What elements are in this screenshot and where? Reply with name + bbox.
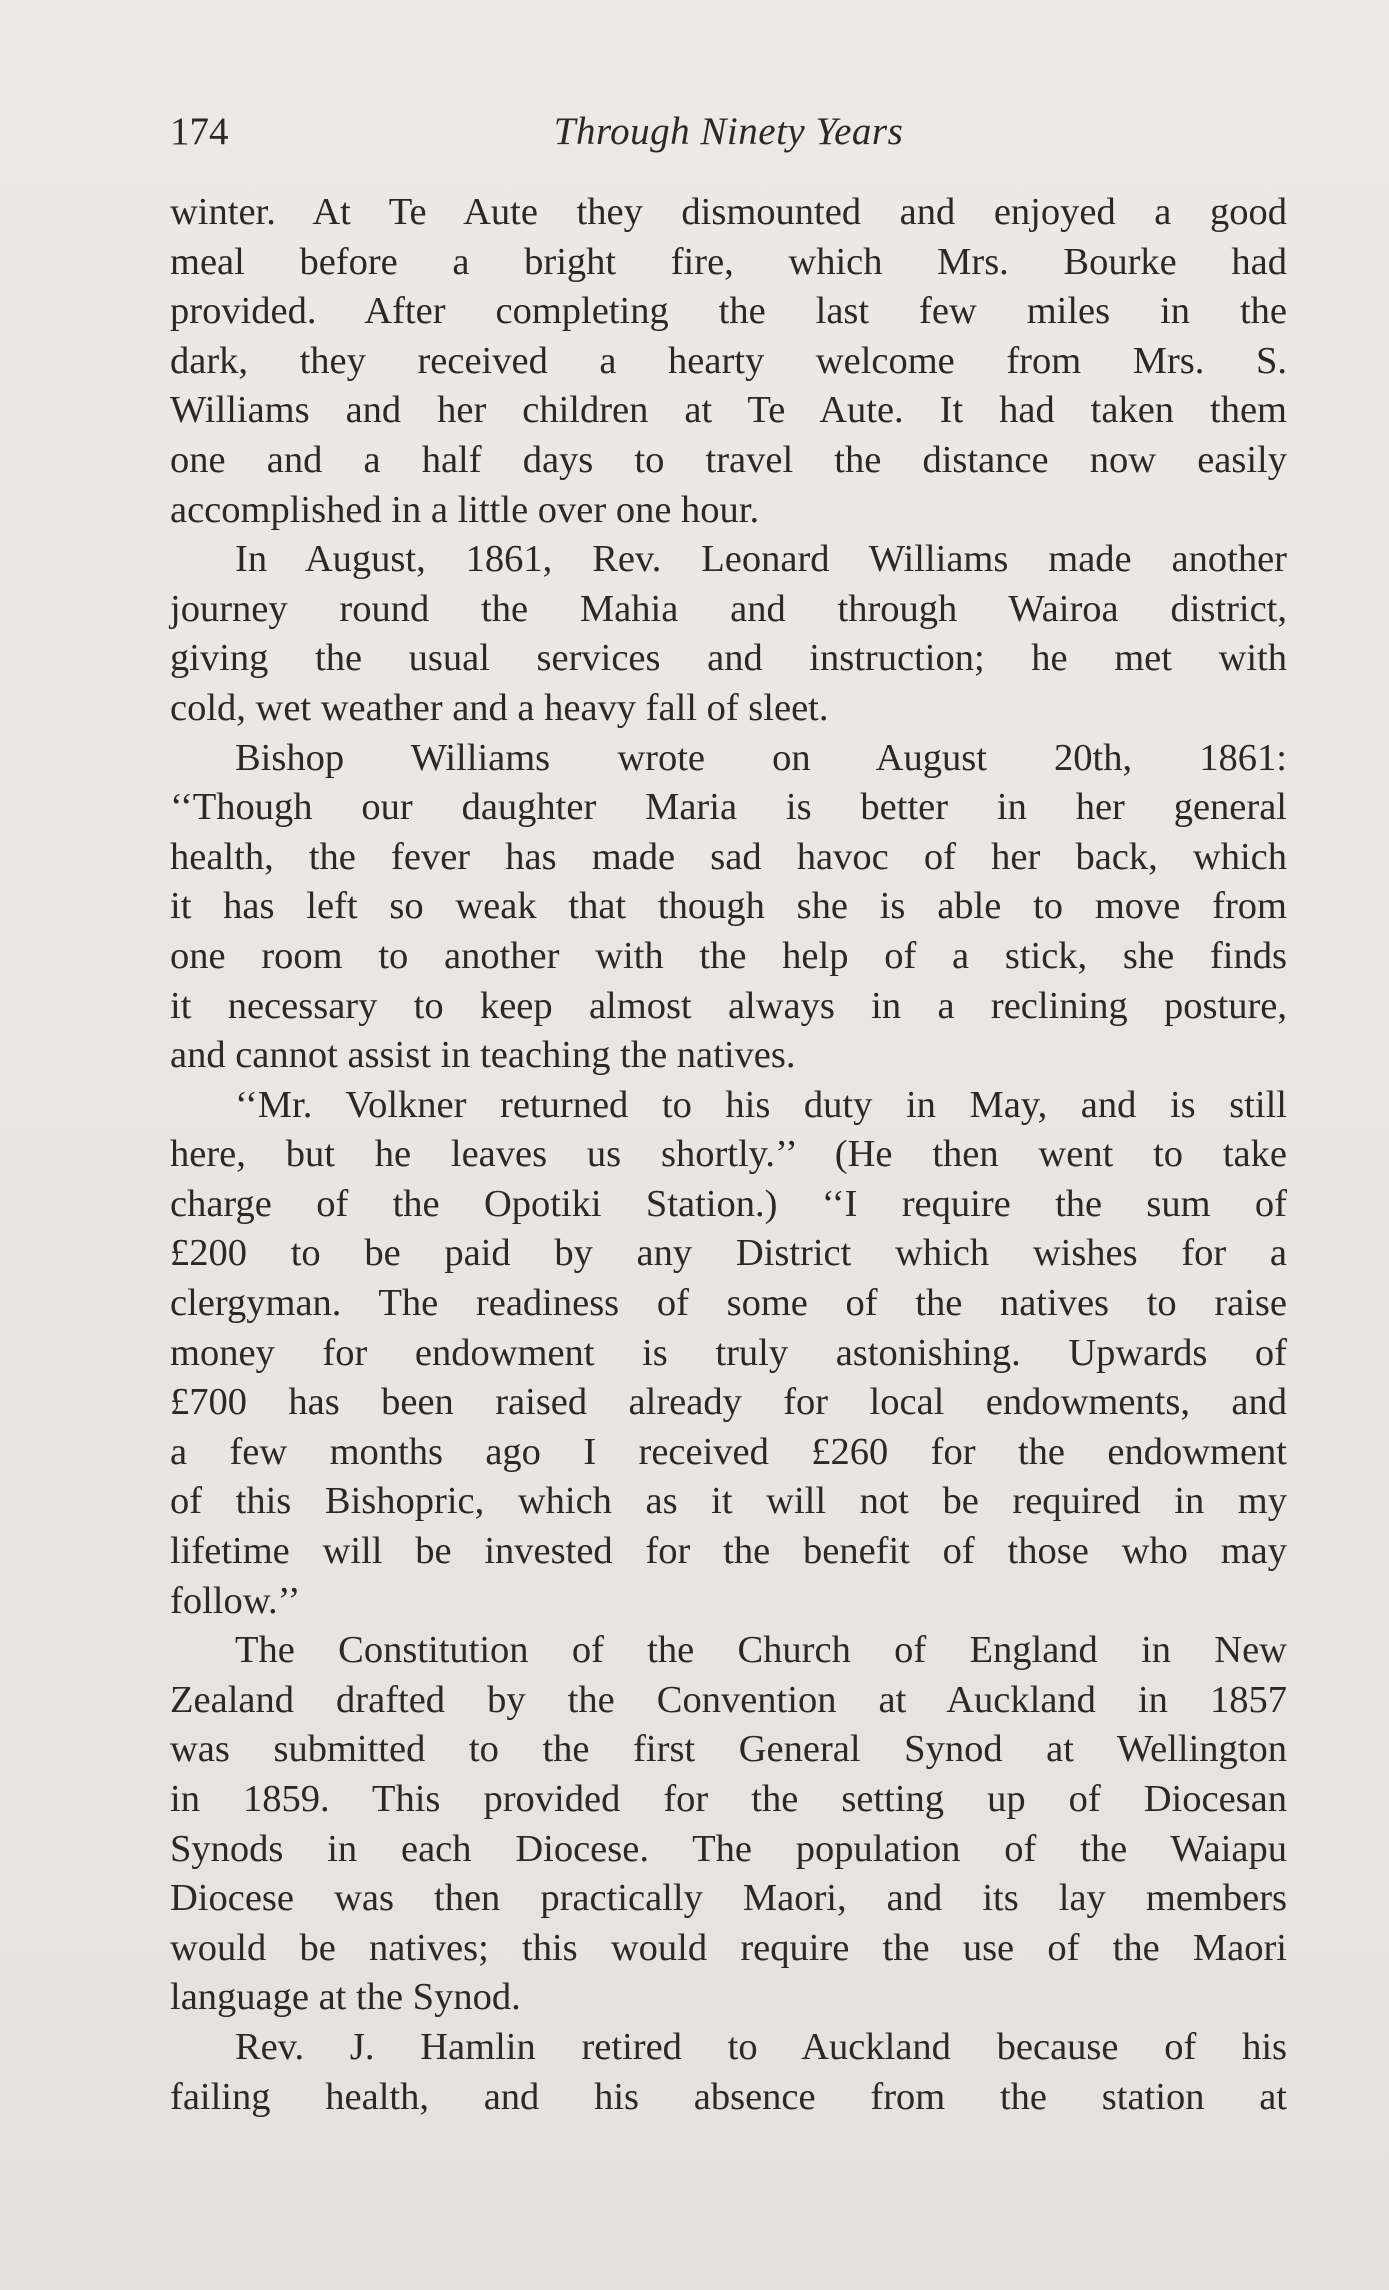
- text-body: [170, 188, 1287, 2122]
- text-line: one room to another with the help of a stick, she finds: [170, 934, 1287, 977]
- text-line: of this Bishopric, which as it will not be required in my: [170, 1480, 1287, 1523]
- text-line: and cannot assist in teaching the natives.: [170, 1034, 796, 1077]
- text-line: The Constitution of the Church of England in New: [235, 1629, 1287, 1672]
- text-line: dark, they received a hearty welcome from Mrs. S.: [170, 339, 1287, 382]
- text-line: ‘‘Though our daughter Maria is better in her general: [170, 786, 1287, 829]
- text-line: here, but he leaves us shortly.’’ (He then went to take: [170, 1133, 1287, 1176]
- text-line: a few months ago I received £260 for the endowment: [170, 1430, 1287, 1473]
- running-title: Through Ninety Years: [553, 110, 904, 153]
- text-line: Rev. J. Hamlin retired to Auckland because of his: [235, 2025, 1287, 2068]
- text-line: lifetime will be invested for the benefit of those who may: [170, 1530, 1287, 1573]
- text-line: Diocese was then practically Maori, and its lay members: [170, 1877, 1287, 1920]
- text-line: money for endowment is truly astonishing. Upwards of: [170, 1331, 1287, 1374]
- text-line: cold, wet weather and a heavy fall of sleet.: [170, 686, 829, 729]
- text-line: £700 has been raised already for local endowments, and: [170, 1381, 1287, 1424]
- text-line: meal before a bright fire, which Mrs. Bourke had: [170, 240, 1287, 283]
- running-head: [170, 104, 1287, 160]
- text-line: would be natives; this would require the use of the Maori: [170, 1926, 1287, 1969]
- text-line: health, the fever has made sad havoc of her back, which: [170, 835, 1287, 878]
- text-line: charge of the Opotiki Station.) ‘‘I require the sum of: [170, 1182, 1287, 1225]
- text-line: provided. After completing the last few miles in the: [170, 290, 1287, 333]
- text-line: it necessary to keep almost always in a reclining posture,: [170, 984, 1287, 1027]
- text-line: Williams and her children at Te Aute. It had taken them: [170, 389, 1287, 432]
- text-line: Bishop Williams wrote on August 20th, 1861:: [235, 736, 1287, 779]
- page-number: 174: [170, 110, 229, 153]
- text-line: in 1859. This provided for the setting up of Diocesan: [170, 1778, 1287, 1820]
- text-line: language at the Synod.: [170, 1976, 521, 2019]
- text-line: one and a half days to travel the distance now easily: [170, 438, 1287, 481]
- text-line: giving the usual services and instruction; he met with: [170, 637, 1287, 680]
- text-line: journey round the Mahia and through Wairoa district,: [170, 587, 1287, 630]
- text-line: failing health, and his absence from the station at: [170, 2075, 1287, 2118]
- text-line: accomplished in a little over one hour.: [170, 488, 760, 531]
- text-line: was submitted to the first General Synod at Wellington: [170, 1728, 1287, 1771]
- text-line: ‘‘Mr. Volkner returned to his duty in May, and is still: [235, 1083, 1287, 1126]
- text-line: £200 to be paid by any District which wishes for a: [170, 1232, 1287, 1275]
- text-line: In August, 1861, Rev. Leonard Williams made another: [235, 538, 1287, 581]
- text-line: it has left so weak that though she is able to move from: [170, 885, 1287, 928]
- text-line: follow.’’: [170, 1579, 301, 1622]
- text-line: Synods in each Diocese. The population of the Waiapu: [170, 1827, 1287, 1870]
- text-line: winter. At Te Aute they dismounted and enjoyed a good: [170, 191, 1287, 233]
- text-line: Zealand drafted by the Convention at Auckland in 1857: [170, 1678, 1287, 1721]
- text-line: clergyman. The readiness of some of the natives to raise: [170, 1282, 1287, 1325]
